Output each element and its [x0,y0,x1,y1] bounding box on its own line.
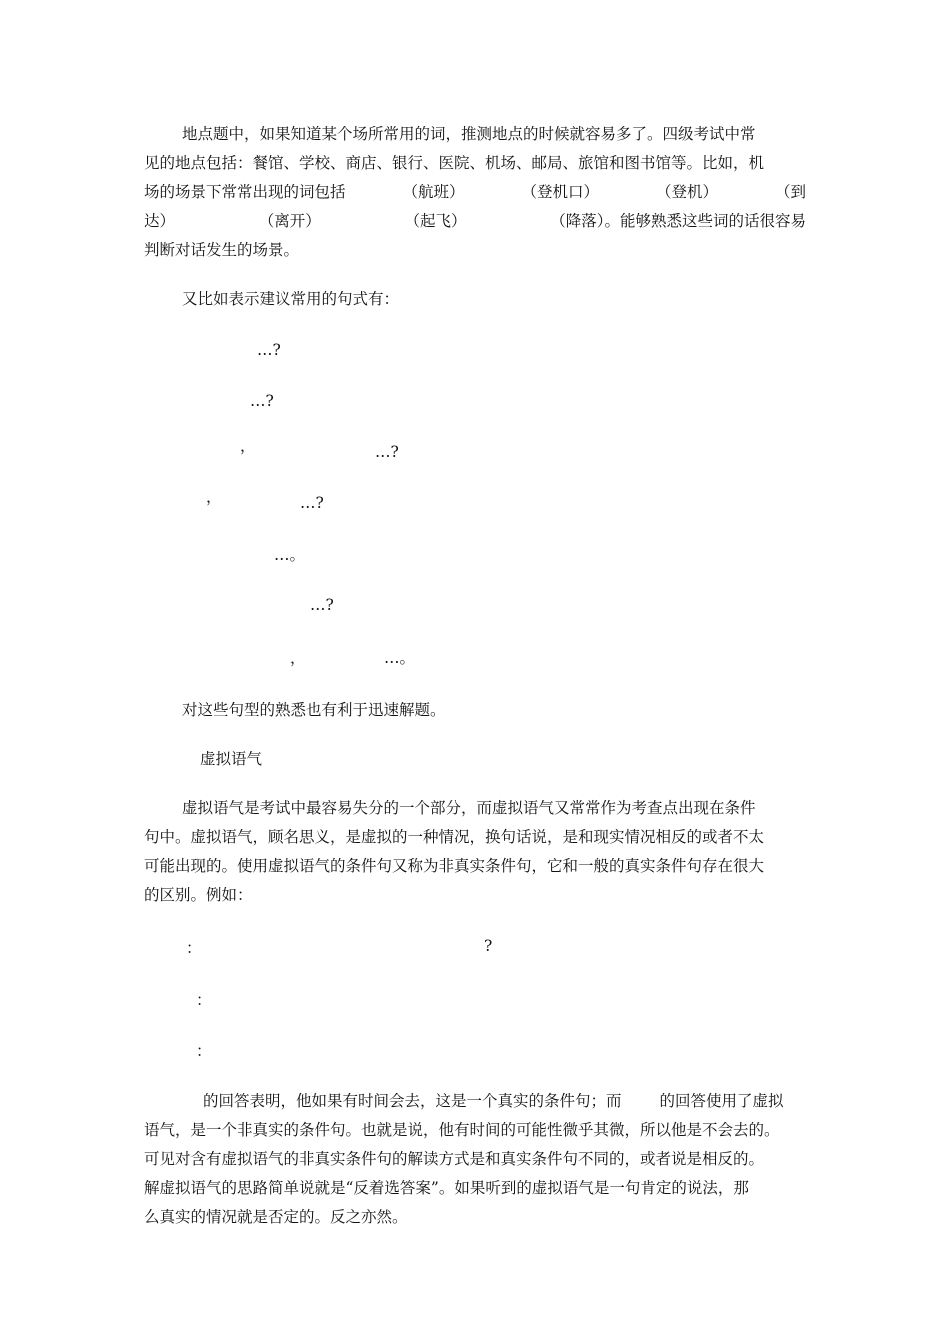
pattern-fragment: ， [290,649,306,667]
paragraph-familiarity [144,696,806,725]
text-fragment: （降落）。能够熟悉这些词的话很容易 [550,212,806,230]
text-fragment: 的回答使用了虚拟 [659,1092,784,1110]
text-line: 判断对话发生的场景。 [144,241,300,259]
pattern-fragment: …? [257,341,281,359]
pattern-fragment: …? [375,443,399,461]
vocab-gloss: （登机） [655,183,718,201]
pattern-fragment: …。 [274,546,306,564]
pattern-fragment: ， [240,437,256,455]
text-line: 的区别。例如： [144,886,253,904]
vocab-gloss: 达） [144,212,176,230]
text-line: 可见对含有虚拟语气的非真实条件句的解读方式是和真实条件句不同的，或者说是相反的。 [144,1150,765,1168]
example-colon: ： [186,939,202,957]
vocab-gloss: （登机口） [521,183,599,201]
paragraph-explanation [144,1087,806,1232]
text-line: 么真实的情况就是否定的。反之亦然。 [144,1208,408,1226]
text-line: 对这些句型的熟悉也有利于迅速解题。 [182,701,446,719]
pattern-fragment: …? [310,596,334,614]
text-line: 解虚拟语气的思路简单说就是“反着选答案”。如果听到的虚拟语气是一句肯定的说法，那 [144,1179,749,1197]
text-line: 可能出现的。使用虚拟语气的条件句又称为非真实条件句，它和一般的真实条件句存在很大 [144,857,765,875]
text-line [144,207,806,236]
paragraph-locations [144,120,806,265]
text-line: 语气，是一个非真实的条件句。也就是说，他有时间的可能性微乎其微，所以他是不会去的。 [144,1121,780,1139]
vocab-gloss: （离开） [258,212,321,230]
text-fragment: 的回答表明，他如果有时间会去，这是一个真实的条件句；而 [203,1092,622,1110]
paragraph-suggestion-intro [144,285,806,314]
pattern-fragment: ， [206,488,222,506]
text-line: 地点题中，如果知道某个场所常用的词，推测地点的时候就容易多了。四级考试中常 [182,125,756,143]
text-line: 句中。虚拟语气，顾名思义，是虚拟的一种情况，换句话说，是和现实情况相反的或者不太 [144,828,765,846]
vocab-gloss: （起飞） [404,212,467,230]
vocab-gloss: （到 [774,183,806,201]
pattern-fragment: …。 [384,649,416,667]
pattern-fragment: …? [250,392,274,410]
pattern-fragment: …? [300,494,324,512]
text-line: 又比如表示建议常用的句式有： [182,290,400,308]
vocab-gloss: （航班） [402,183,465,201]
heading-text: 虚拟语气 [200,750,263,768]
section-heading [144,745,806,774]
text-line [144,1087,806,1116]
text-line: 虚拟语气是考试中最容易失分的一个部分，而虚拟语气又常常作为考查点出现在条件 [182,799,756,817]
text-line: 见的地点包括：餐馆、学校、商店、银行、医院、机场、邮局、旅馆和图书馆等。比如，机 [144,154,765,172]
text-fragment: 场的场景下常常出现的词包括 [144,183,346,201]
example-question-mark: ? [484,937,493,955]
text-line [144,178,806,207]
example-colon: ： [196,991,212,1009]
example-colon: ： [196,1042,212,1060]
paragraph-subjunctive [144,794,806,910]
